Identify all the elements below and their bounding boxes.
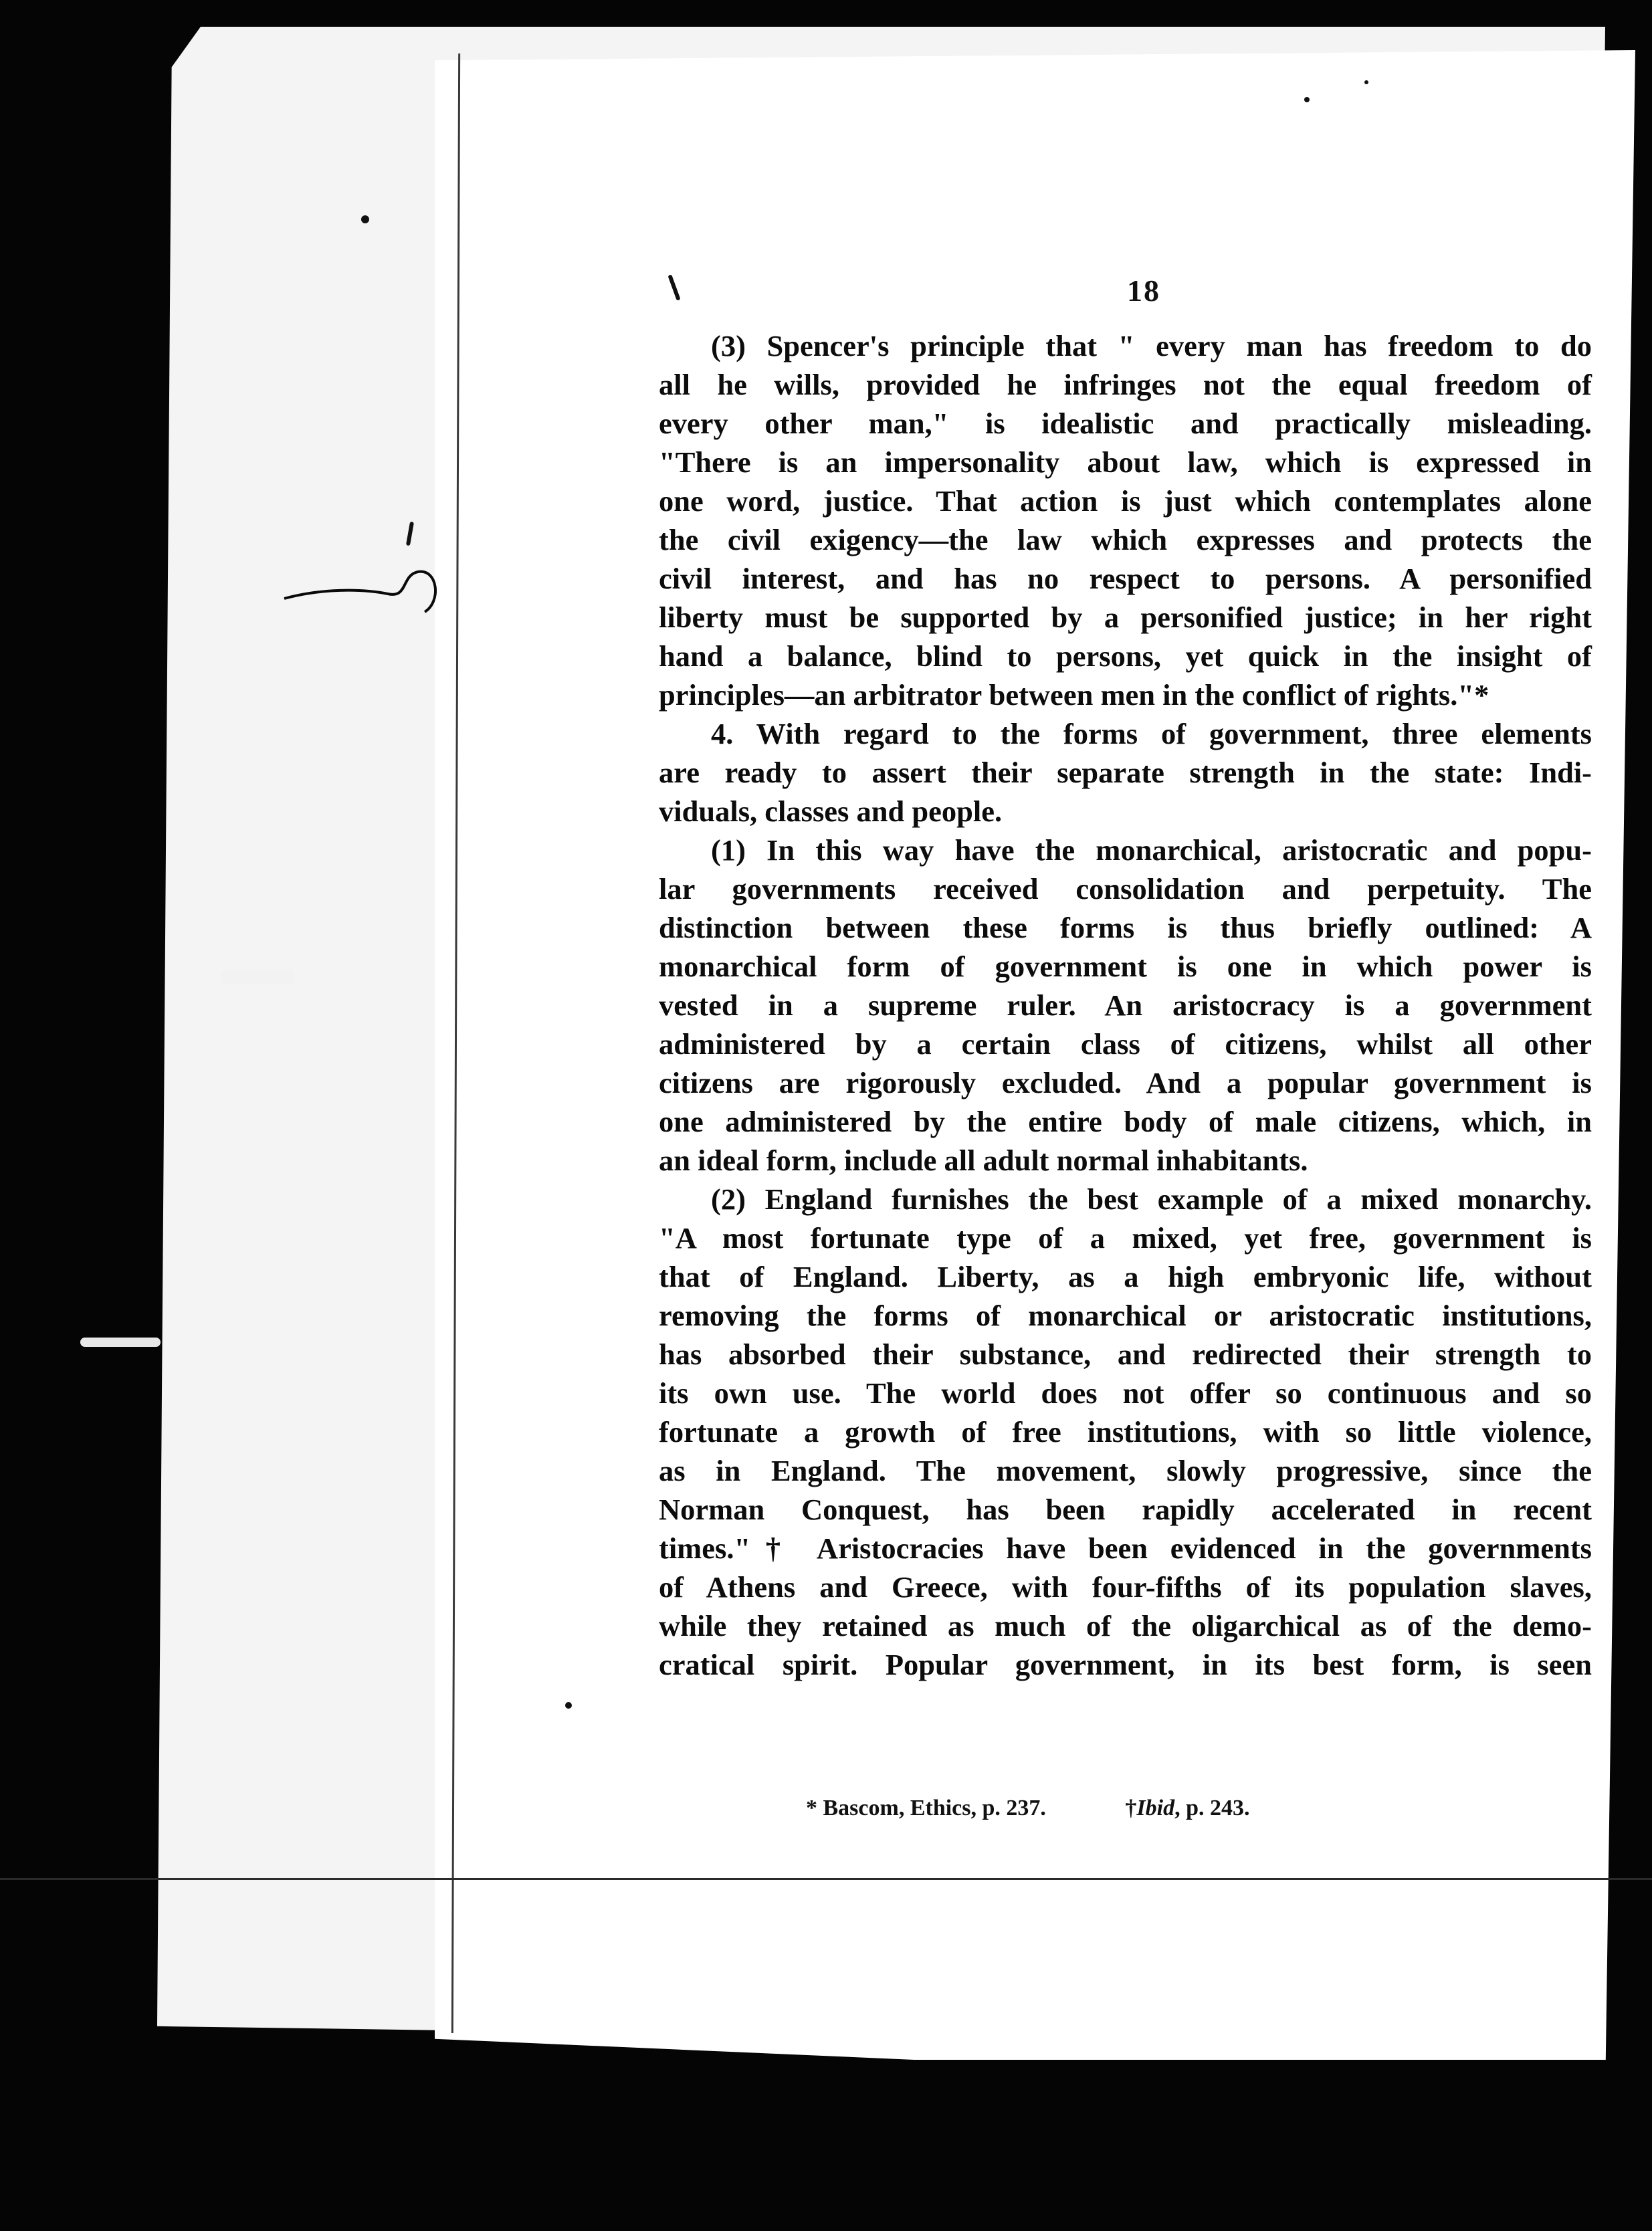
text-line: an ideal form, include all adult normal inhabitants. [659,1144,1308,1177]
text-line: principles—an arbitrator between men in the conflict of rights."* [659,678,1489,712]
text-line: monarchical form of government is one in which power is [659,950,1592,983]
text-line: distinction between these forms is thus briefly outlined: A [659,911,1592,944]
scan-bottom-shadow [0,2060,1652,2231]
text-line: hand a balance, blind to persons, yet quick in the insight of [659,639,1592,673]
footnote-2-page: , p. 243. [1174,1796,1250,1820]
text-line: cratical spirit. Popular government, in its best form, is seen [659,1648,1592,1681]
text-line: vested in a supreme ruler. An aristocracy is a government [659,988,1592,1022]
body-text [659,326,1592,1684]
text-line: (2) England furnishes the best example of a mixed monarchy. [711,1182,1592,1216]
text-line: one administered by the entire body of male citizens, which, in [659,1105,1592,1138]
text-line: of Athens and Greece, with four-fifths of its population slaves, [659,1570,1592,1604]
text-line: all he wills, provided he infringes not the equal freedom of [659,368,1592,401]
text-line: times."† Aristocracies have been evidenced in the governments [659,1531,1592,1565]
text-line: "A most fortunate type of a mixed, yet free, government is [659,1221,1592,1255]
footnote-1: * Bascom, Ethics, p. 237. [806,1796,1046,1820]
text-line: one word, justice. That action is just which contemplates alone [659,484,1592,518]
text-line: liberty must be supported by a personified justice; in her right [659,601,1592,634]
text-line: (3) Spencer's principle that " every man has freedom to do [711,329,1592,362]
handwritten-margin-stroke [281,562,455,635]
text-line: as in England. The movement, slowly progressive, since the [659,1454,1592,1487]
scan-speck [361,215,369,223]
text-line: civil interest, and has no respect to persons. A personified [659,562,1592,595]
text-line: fortunate a growth of free institutions, with so little violence, [659,1415,1592,1449]
scan-speck [1364,80,1368,84]
text-line: removing the forms of monarchical or aristocratic institutions, [659,1299,1592,1332]
text-line: administered by a certain class of citizens, whilst all other [659,1027,1592,1061]
page-number: 18 [1127,274,1160,308]
text-line: citizens are rigorously excluded. And a popular government is [659,1066,1592,1099]
text-line: "There is an impersonality about law, which is expressed in [659,445,1592,479]
text-line: are ready to assert their separate strength in the state: Indi- [659,756,1592,789]
text-line: 4. With regard to the forms of government, three elements [711,717,1592,750]
scan-speck [565,1702,572,1709]
footnote-2 [1125,1796,1249,1821]
text-line: has absorbed their substance, and redirected their strength to [659,1338,1592,1371]
scan-speck [1304,97,1310,102]
text-line: that of England. Liberty, as a high embryonic life, without [659,1260,1592,1293]
scan-speck [221,970,294,984]
text-line: Norman Conquest, has been rapidly accelerated in recent [659,1493,1592,1526]
footnote-2-ibid: Ibid [1136,1796,1175,1820]
scan-speck [80,1338,161,1347]
text-line: the civil exigency—the law which expresses and protects the [659,523,1592,556]
footnote-2-mark: † [1125,1796,1137,1820]
text-line: while they retained as much of the oligarchical as of the demo- [659,1609,1592,1642]
text-line: lar governments received consolidation and perpetuity. The [659,872,1592,906]
page-fold-horizontal [0,1878,1652,1880]
text-line: (1) In this way have the monarchical, aristocratic and popu- [711,833,1592,867]
text-line: its own use. The world does not offer so continuous and so [659,1376,1592,1410]
text-line: every other man," is idealistic and practically misleading. [659,407,1592,440]
footnotes [806,1796,1642,1821]
text-line: viduals, classes and people. [659,794,1003,828]
